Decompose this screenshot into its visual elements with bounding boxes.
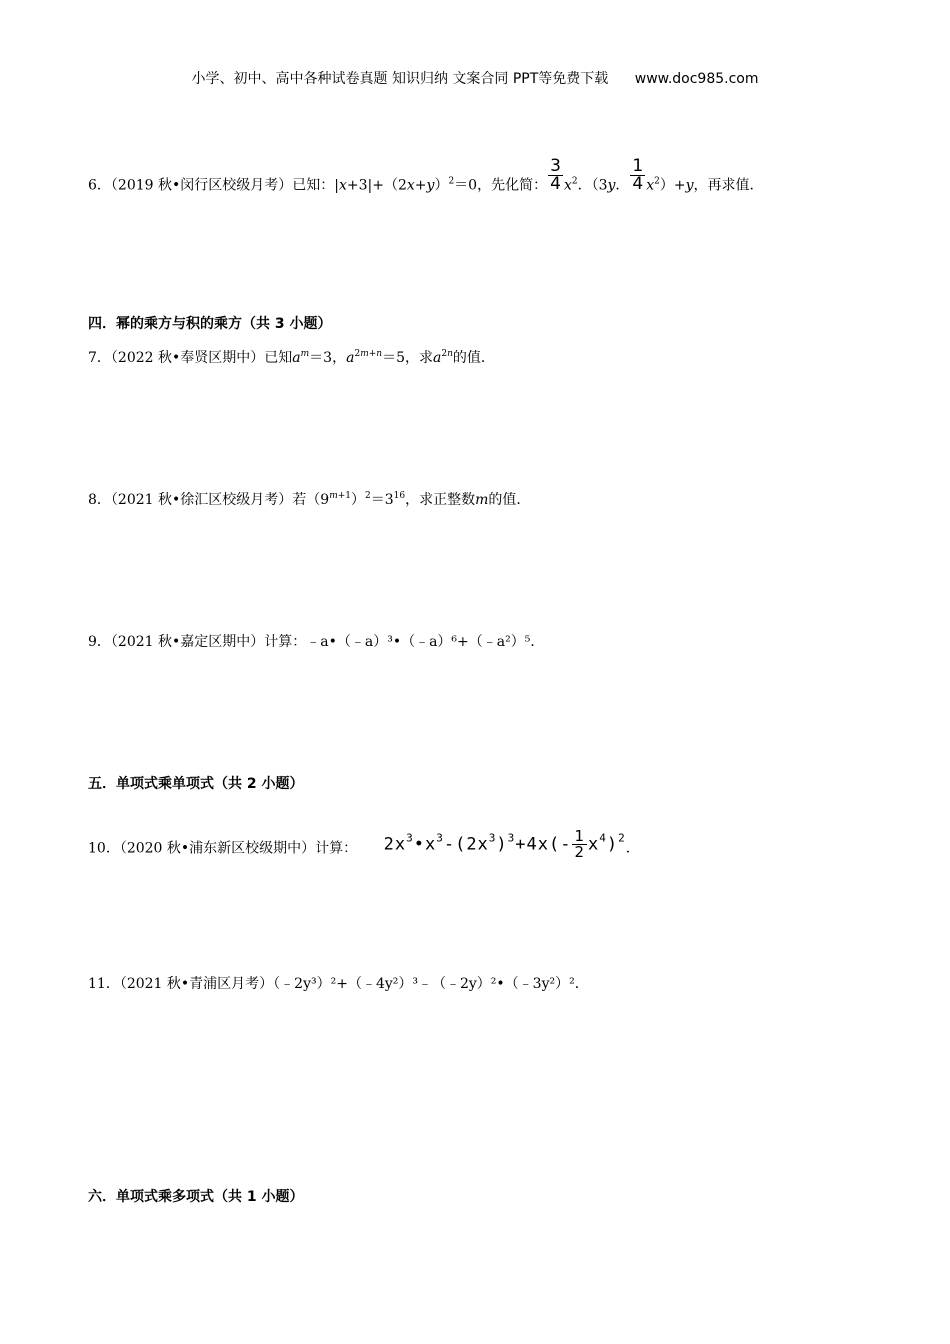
- question-source: （2021 秋•嘉定区期中）: [110, 634, 265, 650]
- question-number: 10．: [88, 840, 120, 857]
- question-source: （2019 秋•闵行区校级月考）: [110, 177, 293, 194]
- question-7: 7．（2022 秋•奉贤区期中）已知$a^m=3$，$a^{2m+n}=5$，求$a^{2n}$的值．: [88, 349, 495, 366]
- question-text: 计算：﹣a•（﹣a）³•（﹣a）⁶+（﹣a²）⁵．: [264, 634, 545, 650]
- fraction-one-quarter: $\frac{1}{4}$: [632, 156, 644, 194]
- question-source: （2021 秋•徐汇区校级月考）: [110, 492, 293, 508]
- fraction-three-quarters: $\frac{3}{4}$: [550, 156, 561, 194]
- question-number: 11．: [88, 976, 120, 992]
- question-10: 10．（2020 秋•浦东新区校级期中）计算： $2x^3•x^3-(2x^3)^3+4x(-$ $\frac{1}{2}$ $x^4)^2$．: [88, 827, 640, 861]
- question-number: 6．: [88, 177, 111, 194]
- question-source: （2021 秋•青浦区月考）: [119, 976, 274, 992]
- question-8: 8．（2021 秋•徐汇区校级月考）若$(9^{m+1})^2=3^{16}$，求正整数m的值．: [88, 491, 531, 508]
- header-text: 小学、初中、高中各种试卷真题 知识归纳 文案合同 PPT等免费下载: [191, 71, 609, 87]
- question-number: 8．: [88, 492, 111, 508]
- question-source: （2022 秋•奉贤区期中）: [110, 350, 265, 366]
- section-heading-6: 六．单项式乘多项式（共 1 小题）: [88, 1189, 304, 1205]
- question-source: （2020 秋•浦东新区校级期中）: [119, 840, 316, 857]
- page-header: [0, 68, 950, 88]
- question-9: [88, 632, 544, 652]
- section-heading-5: 五．单项式乘单项式（共 2 小题）: [88, 776, 304, 792]
- question-11: [88, 974, 589, 994]
- question-text: （﹣2y³）²+（﹣4y²）³﹣（﹣2y）²•（﹣3y²）²．: [273, 976, 589, 992]
- question-number: 9．: [88, 634, 111, 650]
- section-heading-4: 四．幂的乘方与积的乘方（共 3 小题）: [88, 316, 332, 332]
- math-expression: $2x^3•x^3-(2x^3)^3+4x(-$ $\frac{1}{2}$ $x^4)^2$: [383, 827, 626, 861]
- question-6: 6．（2019 秋•闵行区校级月考）已知：$|x+3|+(2x+y)^2=0$，先化简： $\frac{3}{4}$ $x^2$．（3y． $\frac{1}{4}$ $x^2)+y$，再求值．: [88, 156, 764, 194]
- header-site-link[interactable]: www.doc985.com: [634, 71, 759, 87]
- question-number: 7．: [88, 350, 111, 366]
- fraction-one-half: $\frac{1}{2}$: [574, 827, 586, 861]
